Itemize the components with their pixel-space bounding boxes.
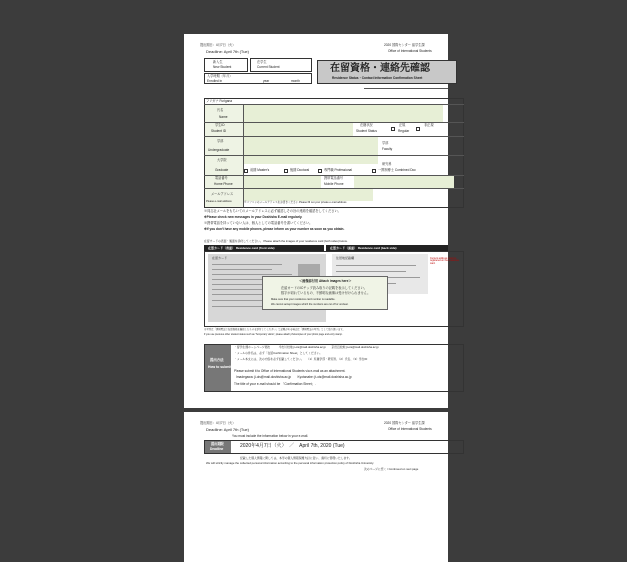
grad-option-combined: 一貫制博士 Combined Doc <box>378 168 416 172</box>
combined-doc-checkbox[interactable] <box>372 169 376 173</box>
card-back-heading: 住居地記載欄 <box>336 256 355 260</box>
attach-images-box[interactable] <box>262 276 388 310</box>
phone-label-jp: 電話番号 <box>215 176 228 180</box>
faculty-right-jp: 学部 <box>382 141 389 145</box>
student-id-label-cell <box>205 123 243 136</box>
student-id-label-en: Student ID <box>211 129 227 133</box>
graduate-label-jp: 大学院 <box>217 158 227 162</box>
deadline-value: 2020年4月7日（火） ／ April 7th, 2020 (Tue) <box>240 443 345 449</box>
enrolled-row[interactable] <box>204 73 312 84</box>
regular-label-jp: 正規 <box>399 123 406 127</box>
current-student-box[interactable] <box>250 58 312 72</box>
card-instruction: 在留カードの表面・裏面を添付してください。 Please attach the images of your residence card (both sides) below. <box>204 239 348 243</box>
continued-note: 次のページに続く / Continued on next page <box>364 467 419 471</box>
office-year: 2020 国際センター 留学生課 <box>384 43 425 47</box>
note-3: ※携帯電話を持っていない人は、個人としての電話番号を書いてください。 <box>204 221 313 225</box>
current-student-label-en: Current Student <box>257 65 280 69</box>
attach-heading: ＜画像添付用 Attach images here＞ <box>299 279 352 283</box>
faculty-label-jp: 学部 <box>217 139 224 143</box>
email-label-jp: メールアドレス <box>211 192 234 196</box>
name-label-en: Name <box>219 115 228 119</box>
form-title-en: Residence Status・Contact Information Confirmation Sheet <box>332 76 423 80</box>
grad-option-masters: 前期 Master's <box>250 168 270 172</box>
status-label-en: Student Status <box>356 129 377 133</box>
document-page-2 <box>184 412 448 562</box>
deadline-label-en: Deadline <box>210 447 224 451</box>
mobile-label-en: Mobile Phone <box>324 182 344 186</box>
received-label-p2: 提出期日：4月7日（火） <box>200 421 236 425</box>
card-front-label: 在留カード（表面） Residence card (front side) <box>208 245 275 250</box>
status-label-jp: 在籍状況 <box>360 123 373 127</box>
how-to-submit-en: How to submit <box>208 365 232 369</box>
graduate-field[interactable] <box>243 156 378 164</box>
note-4: ※If you don't have any mobile phones, please inform us your number as soon as you obtain. <box>204 227 345 231</box>
name-label-cell <box>205 105 243 122</box>
card-back-note <box>430 258 460 280</box>
document-page-1 <box>184 34 459 408</box>
enrolled-month-label: month <box>291 79 300 83</box>
submit-line-2: ・メールの件名は、必ず「在留Confirmation Sheet」としてください。 <box>234 351 323 355</box>
deadline-text-p2: Deadline: April 7th (Tue) <box>206 427 249 432</box>
office-name: Office of International Students <box>388 49 432 53</box>
submit-line-1: ・留学生課ホームページ掲出 今出川校地 ji-ois@mail.doshisha.ac.jp 京田辺校地 jt-ois@mail.doshisha.ac.jp <box>234 345 379 349</box>
footnote-jp: ※写真は「携帯電話で在留資格を撮影したものを添付してください」と記載がある場合は「携帯電話の写真」として取り扱います。 <box>204 328 345 331</box>
regular-label-en: Regular <box>398 129 410 133</box>
include-info-line: You must include the information below in your e-mail. <box>232 434 309 438</box>
submit-line-7: The title of your e-mail should be 「Confirmation Sheet」. <box>234 382 316 386</box>
form-title-jp: 在留資格・連絡先確認 <box>330 63 430 74</box>
student-id-field[interactable] <box>243 123 353 136</box>
office-year-p2: 2020 国際センター 留学生課 <box>384 421 425 425</box>
faculty-label-cell <box>205 137 243 155</box>
new-student-label-en: New Student <box>213 65 232 69</box>
new-student-box[interactable] <box>204 58 248 72</box>
faculty-label-en: Undergraduate <box>208 148 230 152</box>
email-note: ※パソコンのメールアドレスをお書きください Please fill out your private e-mail address <box>244 201 347 204</box>
submit-line-6: Imadegawa: ji-ois@mail.doshisha.ac.jp Kyotanabe: jt-ois@mail.doshisha.ac.jp <box>236 375 352 379</box>
card-front-heading: 在留カード <box>212 256 228 260</box>
enrolled-label-en: Enrolled in <box>207 79 223 83</box>
attach-jp-1: 在留カードのICチップ読み取りの記載を表示してください。 <box>281 286 367 290</box>
email-label-cell <box>205 189 243 207</box>
email-label-en: Please e-mail address <box>206 200 232 203</box>
student-id-label-jp: 学生ID <box>215 123 225 127</box>
footnote-en: If you use previous other student status such as 'Temporary visitor', please attach photocopies of your photo page and entry stamp. <box>204 333 343 336</box>
graduate-label-cell <box>205 156 243 175</box>
regular-checkbox[interactable] <box>391 127 395 131</box>
how-to-submit-label-cell <box>205 345 231 391</box>
current-student-label-jp: 在学生 <box>257 60 267 64</box>
name-field[interactable] <box>243 105 443 122</box>
grad-option-professional: 専門職 Professional <box>324 168 352 172</box>
submit-line-5: Please submit it to Office of International Students via e-mail as an attachment. <box>234 369 346 373</box>
non-regular-checkbox[interactable] <box>416 127 420 131</box>
grad-right-label: 研究科 <box>382 162 392 166</box>
enrolled-label-jp: 入学時期（年月） <box>207 74 233 78</box>
mobile-phone-field[interactable] <box>354 176 454 188</box>
attach-en-1: Make sure that your residence card number is readable. <box>271 298 336 301</box>
privacy-en: We will strictly manage the collected personal information according to the personal information protection policy of Doshisha University. <box>206 461 374 465</box>
card-back-label: 在留カード（裏面） Residence card (back side) <box>330 245 397 250</box>
attach-en-2: We cannot accept images which the numbers are cut off or unclear. <box>271 303 349 306</box>
received-label: 提出期日：4月7日（火） <box>200 43 236 47</box>
furigana-label: フリガナ Furigana <box>206 99 233 103</box>
how-to-submit-jp: 提出方法 <box>210 358 224 362</box>
doctoral-checkbox[interactable] <box>284 169 288 173</box>
name-label-jp: 氏名 <box>217 108 224 112</box>
deadline-label-jp: 提出期限 <box>211 441 224 446</box>
divider <box>243 104 244 207</box>
deadline-text: Deadline: April 7th (Tue) <box>206 49 249 54</box>
graduate-label-en: Graduate <box>215 168 229 172</box>
form-title-block <box>317 60 457 84</box>
faculty-field[interactable] <box>243 137 378 155</box>
privacy-jp: 記載した個人情報に関しては、本学の個人情報保護方針に従い、適切に管理いたします。 <box>240 456 352 460</box>
grad-option-doctoral: 後期 Doctoral <box>290 168 310 172</box>
card-back-note-text: Current address must be registered on the residence card. <box>430 257 459 265</box>
mobile-label-jp: 携帯電話番号 <box>324 176 344 180</box>
office-name-p2: Office of International Students <box>388 427 432 431</box>
attach-jp-2: 数字が切れているもの、不鮮明な画像は受け付けられません。 <box>281 291 371 295</box>
faculty-right-en: Faculty <box>382 147 393 151</box>
email-field[interactable] <box>243 189 373 201</box>
non-regular-label: 非正規 <box>424 123 434 127</box>
masters-checkbox[interactable] <box>244 169 248 173</box>
phone-label-cell <box>205 176 243 188</box>
phone-label-en: Home Phone <box>214 182 233 186</box>
submit-line-3: ・メール本文には、次の内容を必ず記載してください。 （1）所属学部・研究科、（2）氏名、（3）学生ID <box>234 357 368 361</box>
professional-checkbox[interactable] <box>318 169 322 173</box>
new-student-label-jp: 新入生 <box>213 60 223 64</box>
deadline-label-cell <box>205 441 231 453</box>
note-2: ※Please check new messages in your Doshisha E-mail regularly. <box>204 215 303 219</box>
enrolled-year-label: year <box>263 79 270 83</box>
home-phone-field[interactable] <box>243 176 321 188</box>
title-underline <box>364 88 448 89</box>
note-1: ※同志社メールをもちいてのメールアドレスに必ず確認しその旨の連絡を確認をしてください。 <box>204 209 341 213</box>
